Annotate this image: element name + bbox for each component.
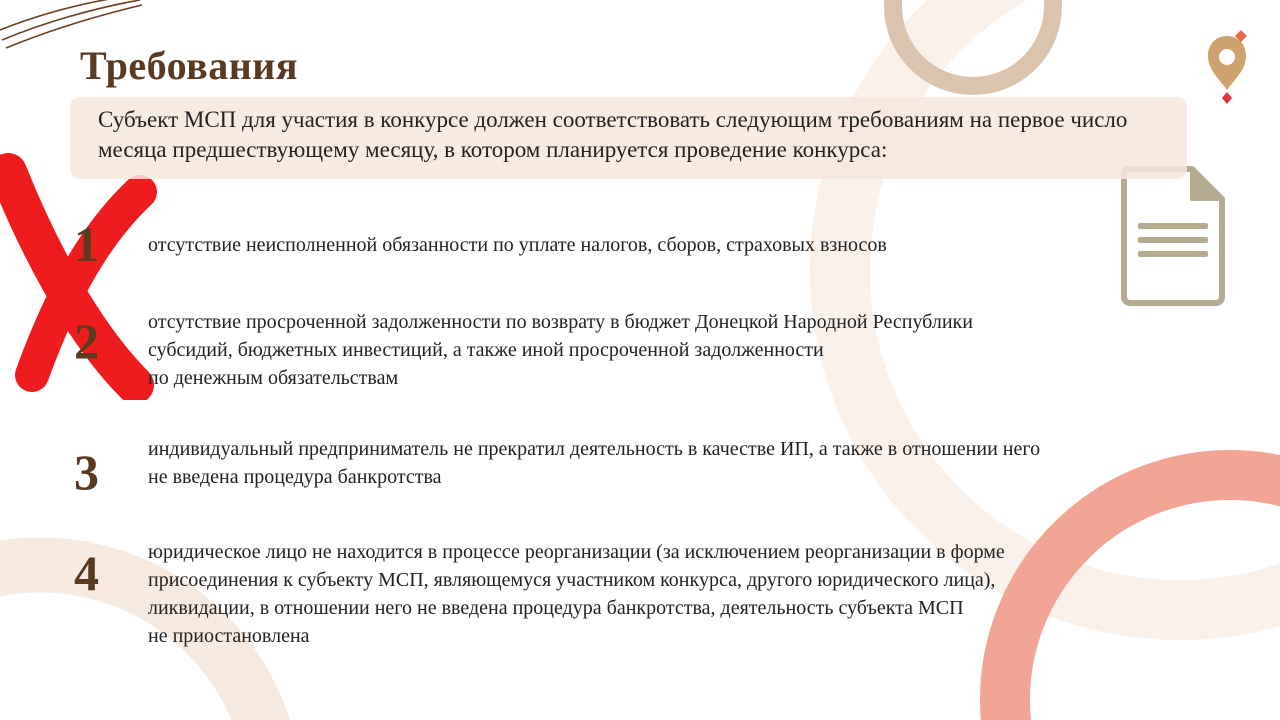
requirement-text-1: отсутствие неисполненной обязанности по уплате налогов, сборов, страховых взносов (148, 234, 887, 256)
location-pin-logo-icon (1200, 28, 1255, 106)
requirement-number-1: 1 (74, 216, 99, 272)
intro-box (70, 97, 1187, 179)
requirement-number-2: 2 (74, 313, 99, 369)
intro-text: Субъект МСП для участия в конкурсе должен соответствовать следующим требованиям на первое число месяца предшествующему месяцу, в котором планируется проведение конкурса: (98, 107, 1128, 162)
page-title: Требования (80, 43, 298, 88)
requirement-number-4: 4 (74, 545, 99, 601)
requirement-text-2: отсутствие просроченной задолженности по возврату в бюджет Донецкой Народной Республики субсидий, бюджетных инвестиций, а также иной просроченной задолженности по денежным обязательствам (148, 311, 973, 389)
decorative-strokes (0, 0, 142, 48)
requirement-text-4: юридическое лицо не находится в процессе реорганизации (за исключением реорганизации в форме присоединения к субъекту МСП, являющемуся участником конкурса, другого юридического лица), ликвидации, в отношении него не введена процедура банкротства, деятельность субъекта МСП не приостановлена (148, 541, 1005, 647)
requirement-number-3: 3 (74, 444, 99, 500)
requirement-text-3: индивидуальный предприниматель не прекратил деятельность в качестве ИП, а также в отношении него не введена процедура банкротства (148, 438, 1041, 488)
